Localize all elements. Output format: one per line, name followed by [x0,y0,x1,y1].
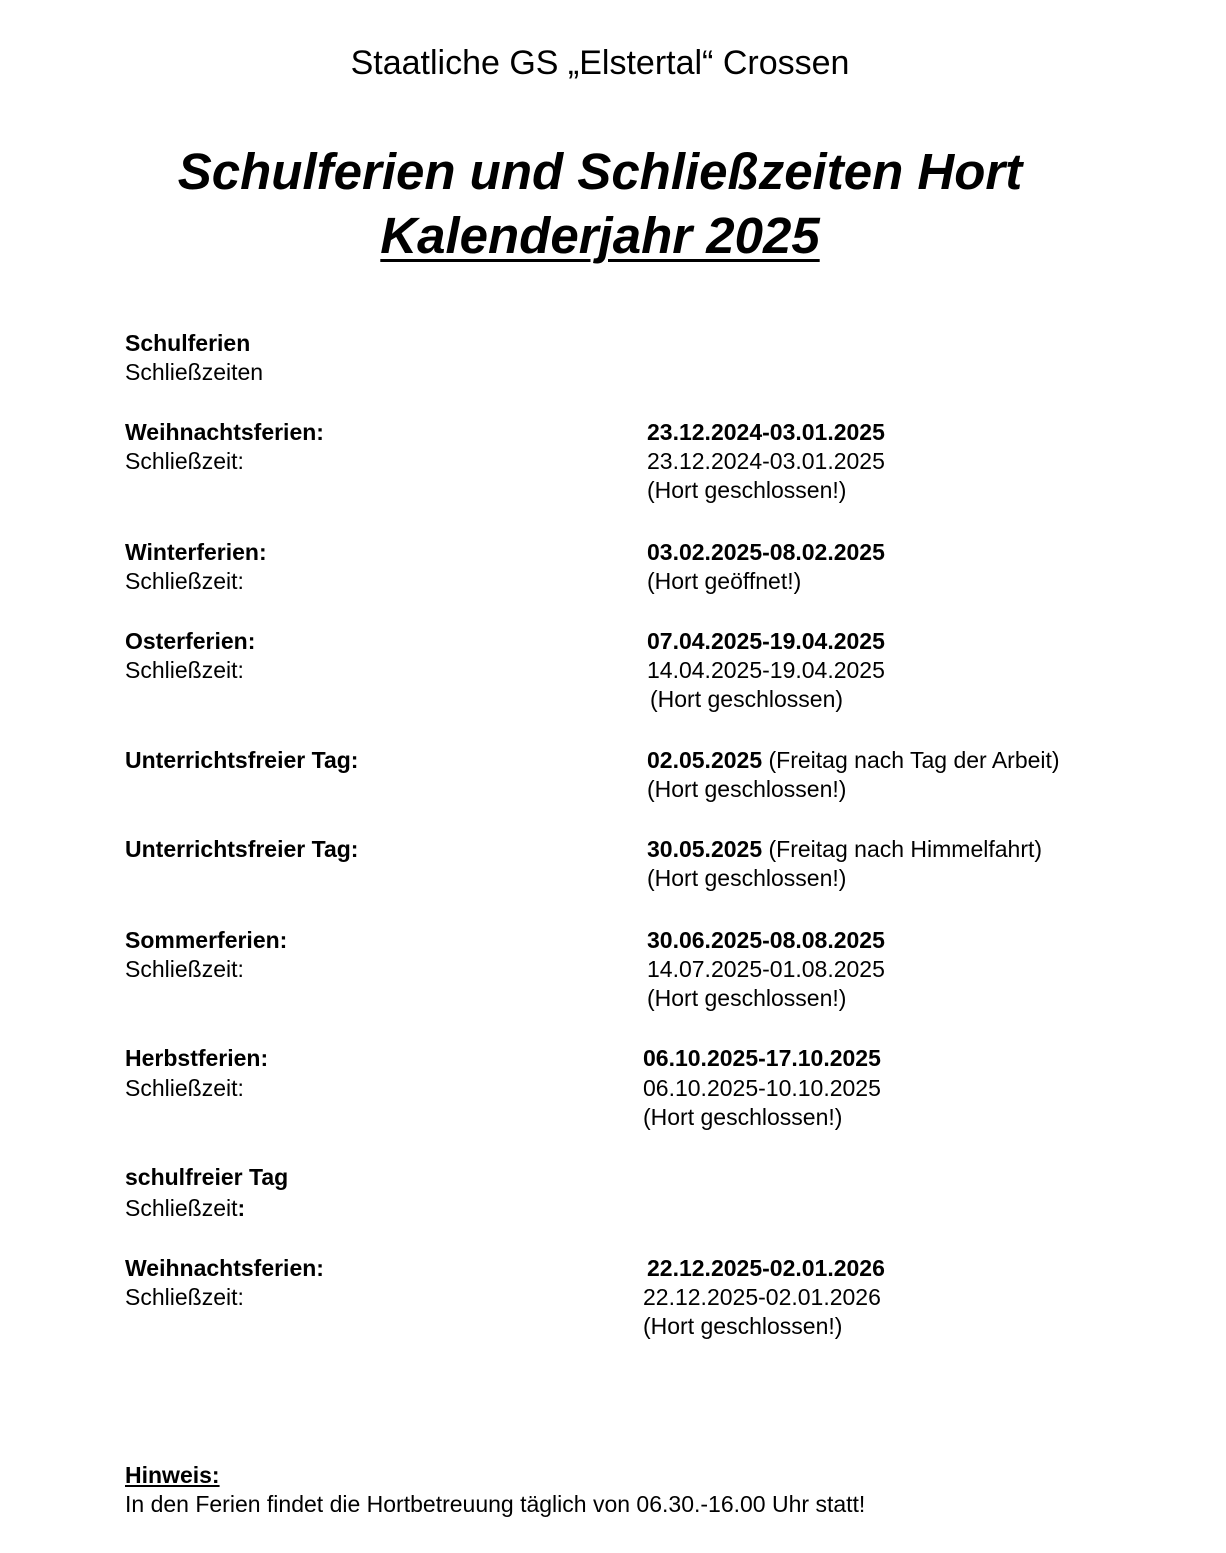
entry-label: Unterrichtsfreier Tag: [125,747,359,773]
entry-date-line [647,746,1060,775]
school-name: Staatliche GS „Elstertal“ Crossen [350,44,850,82]
closure-note: (Hort geschlossen!) [643,1313,843,1339]
closure-label: Schließzeit: [125,568,244,594]
entry-dates: 30.06.2025-08.08.2025 [647,927,885,953]
entry-detail: (Freitag nach Tag der Arbeit) [762,747,1060,773]
entry-label: Herbstferien: [125,1045,269,1071]
closure-note: (Hort geschlossen!) [647,477,847,503]
closure-label: Schließzeit: [125,1075,244,1101]
entry-label: Weihnachtsferien: [125,1255,324,1281]
entry-label: Unterrichtsfreier Tag: [125,836,359,862]
closure-dates: 22.12.2025-02.01.2026 [643,1284,881,1310]
closure-note: (Hort geschlossen) [650,686,844,712]
legend-schliesszeiten: Schließzeiten [125,359,264,385]
closure-note: (Hort geschlossen!) [647,985,847,1011]
page-title: Schulferien und Schließzeiten Hort [177,143,1023,200]
closure-dates: 23.12.2024-03.01.2025 [647,448,885,474]
closure-label: Schließzeit [125,1195,238,1221]
entry-dates: 22.12.2025-02.01.2026 [647,1255,885,1281]
entry-label: Sommerferien: [125,927,288,953]
closure-dates: 06.10.2025-10.10.2025 [643,1075,881,1101]
entry-date: 30.05.2025 [647,836,763,862]
closure-note: (Hort geschlossen!) [647,865,847,891]
entry-dates: 07.04.2025-19.04.2025 [647,628,885,654]
closure-note: (Hort geöffnet!) [647,568,802,594]
entry-dates: 03.02.2025-08.02.2025 [647,539,885,565]
entry-detail: (Freitag nach Himmelfahrt) [762,836,1043,862]
year-title: Kalenderjahr 2025 [380,207,820,264]
closure-note: (Hort geschlossen!) [647,776,847,802]
entry-dates: 23.12.2024-03.01.2025 [647,419,885,445]
entry-label: Winterferien: [125,539,267,565]
closure-label: Schließzeit: [125,448,244,474]
page-subtitle [0,204,1200,268]
closure-note: (Hort geschlossen!) [643,1104,843,1130]
entry-dates: 06.10.2025-17.10.2025 [643,1045,881,1071]
closure-dates: 14.07.2025-01.08.2025 [647,956,885,982]
closure-label: Schließzeit: [125,956,244,982]
closure-label-line [125,1194,245,1223]
closure-label: Schließzeit: [125,657,244,683]
closure-colon: : [237,1195,246,1221]
legend-schulferien: Schulferien [125,330,251,356]
entry-date-line [647,835,1042,864]
entry-date: 02.05.2025 [647,747,763,773]
closure-label: Schließzeit: [125,1284,244,1310]
entry-label: Osterferien: [125,628,256,654]
closure-dates: 14.04.2025-19.04.2025 [647,657,885,683]
entry-label: schulfreier Tag [125,1164,289,1190]
hint-title: Hinweis: [125,1462,220,1488]
hint-text: In den Ferien findet die Hortbetreuung täglich von 06.30.-16.00 Uhr statt! [125,1491,866,1517]
entry-label: Weihnachtsferien: [125,419,324,445]
